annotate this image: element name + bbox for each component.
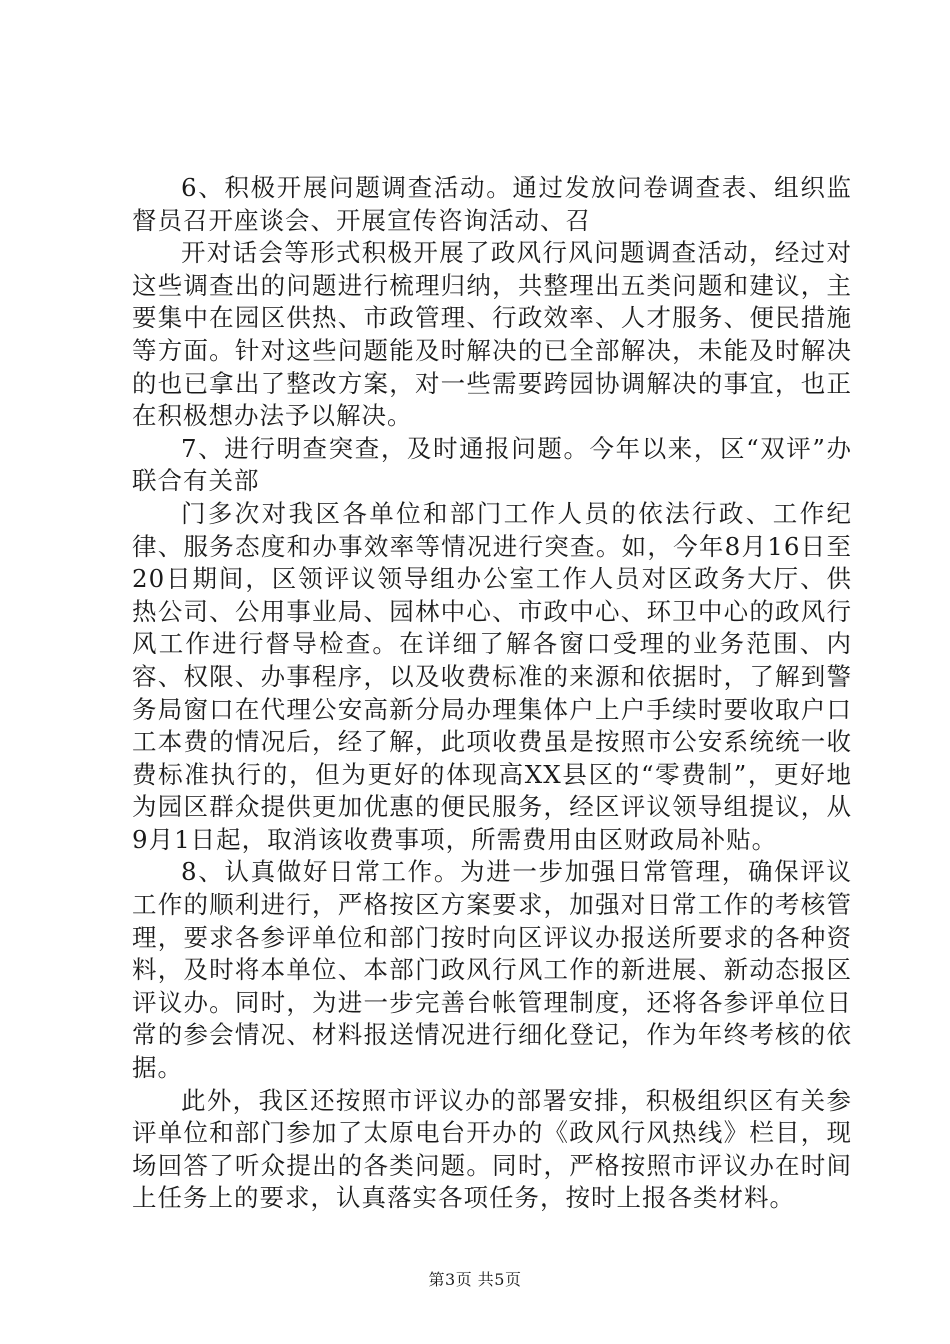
paragraph-item-6: 6、积极开展问题调查活动。通过发放问卷调查表、组织监督员召开座谈会、开展宣传咨询活动、召 [132,173,852,235]
page-number-footer: 第3页 共5页 [428,1270,522,1289]
paragraph-item-7-continued: 门多次对我区各单位和部门工作人员的依法行政、工作纪律、服务态度和办事效率等情况进行突查。如，今年8月16日至20日期间，区领评议领导组办公室工作人员对区政务大厅、供热公司、公用事业局、园林中心、市政中心、环卫中心的政风行风工作进行督导检查。在详细了解各窗口受理的业务范围、内容、权限、办事程序，以及收费标准的来源和依据时，了解到警务局窗口在代理公安高新分局办理集体户上户手续时要收取户口工本费的情况后，经了解，此项收费虽是按照市公安系统统一收费标准执行的，但为更好的体现高XX县区的“零费制”，更好地为园区群众提供更加优惠的便民服务，经区评议领导组提议，从9月1日起，取消该收费事项，所需费用由区财政局补贴。 [132,498,852,854]
paragraph-item-6-continued: 开对话会等形式积极开展了政风行风问题调查活动，经过对这些调查出的问题进行梳理归纳，共整理出五类问题和建议，主要集中在园区供热、市政管理、行政效率、人才服务、便民措施等方面。针对这些问题能及时解决的已全部解决，未能及时解决的也已拿出了整改方案，对一些需要跨园协调解决的事宜，也正在积极想办法予以解决。 [132,238,852,431]
paragraph-item-8: 8、认真做好日常工作。为进一步加强日常管理，确保评议工作的顺利进行，严格按区方案要求，加强对日常工作的考核管理，要求各参评单位和部门按时向区评议办报送所要求的各种资料，及时将本单位、本部门政风行风工作的新进展、新动态报区评议办。同时，为进一步完善台帐管理制度，还将各参评单位日常的参会情况、材料报送情况进行细化登记，作为年终考核的依据。 [132,857,852,1083]
document-body [132,172,852,1215]
paragraph-item-7: 7、进行明查突查，及时通报问题。今年以来，区“双评”办联合有关部 [132,433,852,496]
paragraph-additional: 此外，我区还按照市评议办的部署安排，积极组织区有关参评单位和部门参加了太原电台开办的《政风行风热线》栏目，现场回答了听众提出的各类问题。同时，严格按照市评议办在时间上任务上的要求，认真落实各项任务，按时上报各类材料。 [132,1085,852,1213]
